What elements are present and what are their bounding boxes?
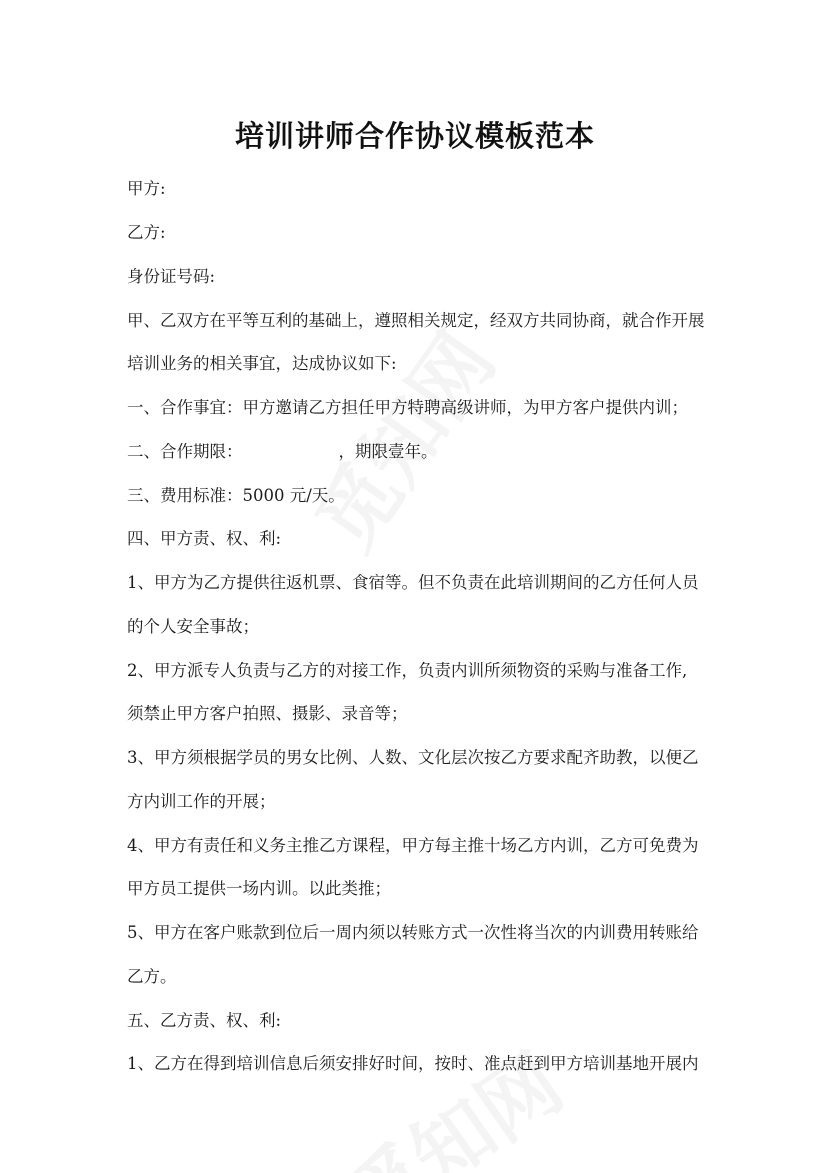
intro-line: 培训业务的相关事宜，达成协议如下:	[127, 354, 397, 373]
party-a-line: 甲方:	[127, 179, 166, 198]
party-a-item-3: 3、甲方须根据学员的男女比例、人数、文化层次按乙方要求配齐助教，以便乙	[127, 748, 699, 767]
clause-cooperation: 一、合作事宜：甲方邀请乙方担任甲方特聘高级讲师，为甲方客户提供内训；	[127, 398, 688, 417]
clause-term-label: 二、合作期限：	[127, 442, 243, 461]
party-a-item-1: 1、甲方为乙方提供往返机票、食宿等。但不负责在此培训期间的乙方任何人员	[127, 573, 699, 592]
clause-party-b-heading: 五、乙方责、权、利:	[127, 1011, 282, 1030]
party-a-item-5: 5、甲方在客户账款到位后一周内须以转账方式一次性将当次的内训费用转账给	[127, 923, 699, 942]
id-number-line: 身份证号码:	[127, 267, 216, 286]
party-a-item-3-cont: 方内训工作的开展；	[127, 792, 276, 811]
party-b-line: 乙方:	[127, 223, 166, 242]
intro-line: 甲、乙双方在平等互利的基础上，遵照相关规定，经双方共同协商，就合作开展	[127, 311, 705, 330]
watermark	[319, 1022, 582, 1173]
party-b-item-1: 1、乙方在得到培训信息后须安排好时间，按时、准点赶到甲方培训基地开展内	[127, 1054, 699, 1073]
clause-term	[127, 440, 717, 464]
clause-party-a-heading: 四、甲方责、权、利:	[127, 529, 282, 548]
party-a-item-2: 2、甲方派专人负责与乙方的对接工作，负责内训所须物资的采购与准备工作,	[127, 661, 688, 680]
party-a-item-4: 4、甲方有责任和义务主推乙方课程，甲方每主推十场乙方内训，乙方可免费为	[127, 836, 699, 855]
party-a-item-2-cont: 须禁止甲方客户拍照、摄影、录音等；	[127, 704, 408, 723]
clause-term-rest: ，期限壹年。	[338, 442, 438, 461]
party-a-item-5-cont: 乙方。	[127, 967, 177, 986]
party-a-item-4-cont: 甲方员工提供一场内训。以此类推；	[127, 879, 391, 898]
clause-fee: 三、费用标准：5000 元/天。	[127, 486, 345, 505]
document-title: 培训讲师合作协议模板范本	[234, 119, 595, 153]
party-a-item-1-cont: 的个人安全事故；	[127, 617, 259, 636]
